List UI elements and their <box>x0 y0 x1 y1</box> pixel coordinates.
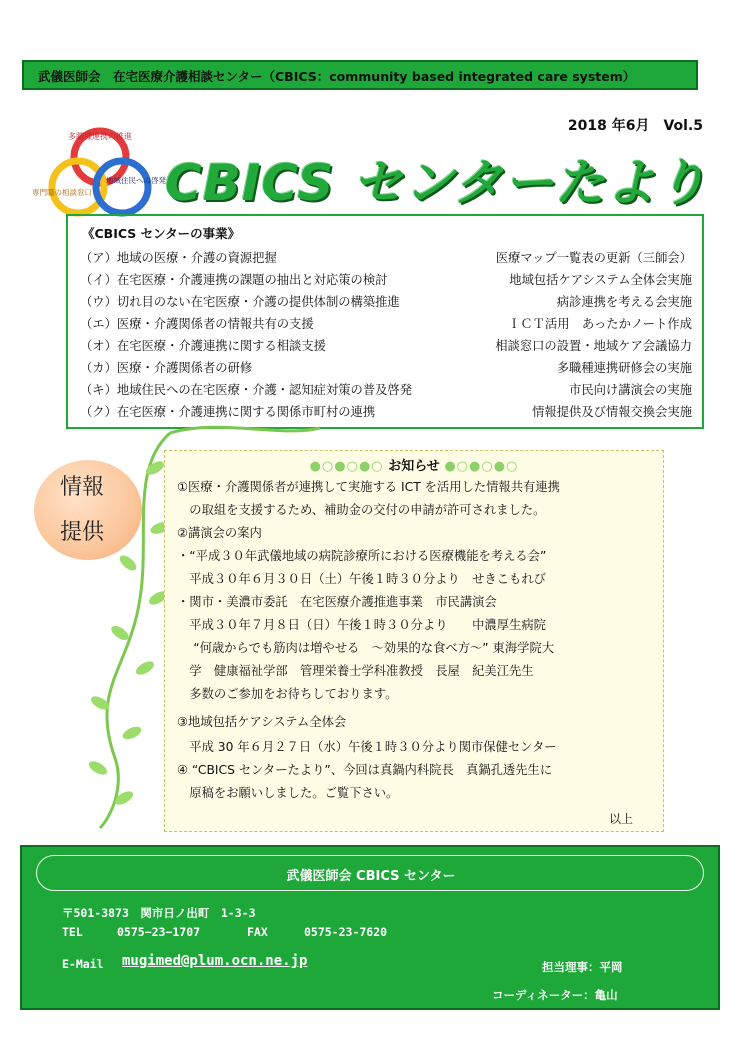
service-item <box>80 314 692 334</box>
notice-box <box>164 450 664 832</box>
service-item <box>80 336 692 356</box>
service-item <box>80 402 692 422</box>
service-item-name: （イ）在宅医療・介護連携の課題の抽出と対応策の検討 <box>80 273 388 287</box>
service-item-name: （ウ）切れ目のない在宅医療・介護の提供体制の構築推進 <box>80 295 400 309</box>
service-item-action: 医療マップ一覧表の更新（三師会） <box>495 251 692 265</box>
service-item-name: （ク）在宅医療・介護連携に関する関係市町村の連携 <box>80 405 376 419</box>
notice-line: 平成３０年６月３０日（土）午後１時３０分より せきこもれび <box>177 572 546 586</box>
notice-line: ③地域包括ケアシステム全体会 <box>177 715 347 729</box>
service-item-name: （カ）医療・介護関係者の研修 <box>80 361 253 375</box>
service-item-name: （エ）医療・介護関係者の情報共有の支援 <box>80 317 314 331</box>
service-item-action: 情報提供及び情報交換会実施 <box>532 405 692 419</box>
notice-line: の取組を支援するため、補助金の交付の申請が許可されました。 <box>177 503 546 517</box>
service-item-action: 多職種連携研修会の実施 <box>556 361 692 375</box>
notice-heading <box>165 455 663 474</box>
footer-tel-label: TEL <box>62 925 83 939</box>
footer-tel: 0575−23−1707 <box>117 925 201 939</box>
service-item-name: （ア）地域の医療・介護の資源把握 <box>80 251 277 265</box>
notice-line: ②講演会の案内 <box>177 526 262 540</box>
footer-contact <box>20 845 720 1010</box>
footer-address: 〒501-3873 関市日ノ出町 1-3-3 <box>62 906 256 920</box>
banner-text: 武儀医師会 在宅医療介護相談センター（CBICS：community based integrated care system） <box>38 69 636 84</box>
logo-text-left: 専門職の相談窓口 <box>32 188 92 197</box>
notice-line: 学 健康福祉学部 管理栄養士学科准教授 長屋 紀美江先生 <box>177 664 534 678</box>
info-label-line2: 提供 <box>60 520 105 545</box>
notice-title: お知らせ <box>388 459 440 474</box>
notice-line: ①医療・介護関係者が連携して実施する ICT を活用した情報共有連携 <box>177 480 560 494</box>
service-item-action: 病診連携を考える会実施 <box>556 295 692 309</box>
footer-org-banner <box>36 855 704 891</box>
notice-line: ④ “CBICS センターたより”、今回は真鍋内科院長 真鍋孔透先生に <box>177 763 553 777</box>
service-item-action: 相談窓口の設置・地域ケア会議協力 <box>495 339 692 353</box>
services-heading: 《CBICS センターの事業》 <box>82 226 241 241</box>
cbics-logo <box>32 125 166 220</box>
newsletter-title: CBICS センターたより <box>165 154 708 212</box>
service-item-action: ＩＣＴ活用 あったかノート作成 <box>508 317 692 331</box>
services-box <box>66 214 704 429</box>
notice-end-mark: 以上 <box>608 812 633 826</box>
footer-org-name: 武儀医師会 CBICS センター <box>286 869 456 884</box>
issue-number: 2018 年6月 Vol.5 <box>567 118 703 134</box>
service-item <box>80 270 692 290</box>
notice-line: 平成 30 年６月２７日（水）午後１時３０分より関市保健センター <box>177 740 557 754</box>
service-item <box>80 292 692 312</box>
notice-line: ・“平成３０年武儀地域の病院診療所における医療機能を考える会” <box>177 549 547 563</box>
footer-coordinator: コーディネーター：亀山 <box>492 988 618 1002</box>
notice-line: “何歳からでも筋肉は増やせる ～効果的な食べ方～” 東海学院大 <box>177 641 555 655</box>
dots-decoration-left: ●○●○●○ <box>309 459 384 474</box>
logo-text-right: 地域住民への啓発 <box>106 176 166 185</box>
service-item-name: （キ）地域住民への在宅医療・介護・認知症対策の普及啓発 <box>80 383 413 397</box>
service-item <box>80 248 692 268</box>
footer-director: 担当理事：平岡 <box>542 960 623 974</box>
service-item-action: 地域包括ケアシステム全体会実施 <box>509 273 692 287</box>
dots-decoration-right: ●○●○●○ <box>444 459 519 474</box>
footer-fax-label: FAX <box>247 925 268 939</box>
service-item-name: （オ）在宅医療・介護連携に関する相談支援 <box>80 339 326 353</box>
notice-line: ・関市・美濃市委託 在宅医療介護推進事業 市民講演会 <box>177 595 497 609</box>
service-item-action: 市民向け講演会の実施 <box>569 383 692 397</box>
logo-text-top: 多職種連携の推進 <box>68 132 132 141</box>
notice-line: 多数のご参加をお待ちしております。 <box>177 687 398 701</box>
top-banner <box>22 60 698 90</box>
info-label-line1: 情報 <box>60 475 105 500</box>
service-item <box>80 380 692 400</box>
footer-email-label: E-Mail <box>62 957 104 971</box>
notice-line: 原稿をお願いしました。ご覧下さい。 <box>177 786 399 800</box>
footer-fax: 0575-23-7620 <box>304 925 388 939</box>
service-item <box>80 358 692 378</box>
notice-line: 平成３０年７月８日（日）午後１時３０分より 中濃厚生病院 <box>177 618 546 632</box>
email-link[interactable]: mugimed@plum.ocn.ne.jp <box>122 953 308 969</box>
